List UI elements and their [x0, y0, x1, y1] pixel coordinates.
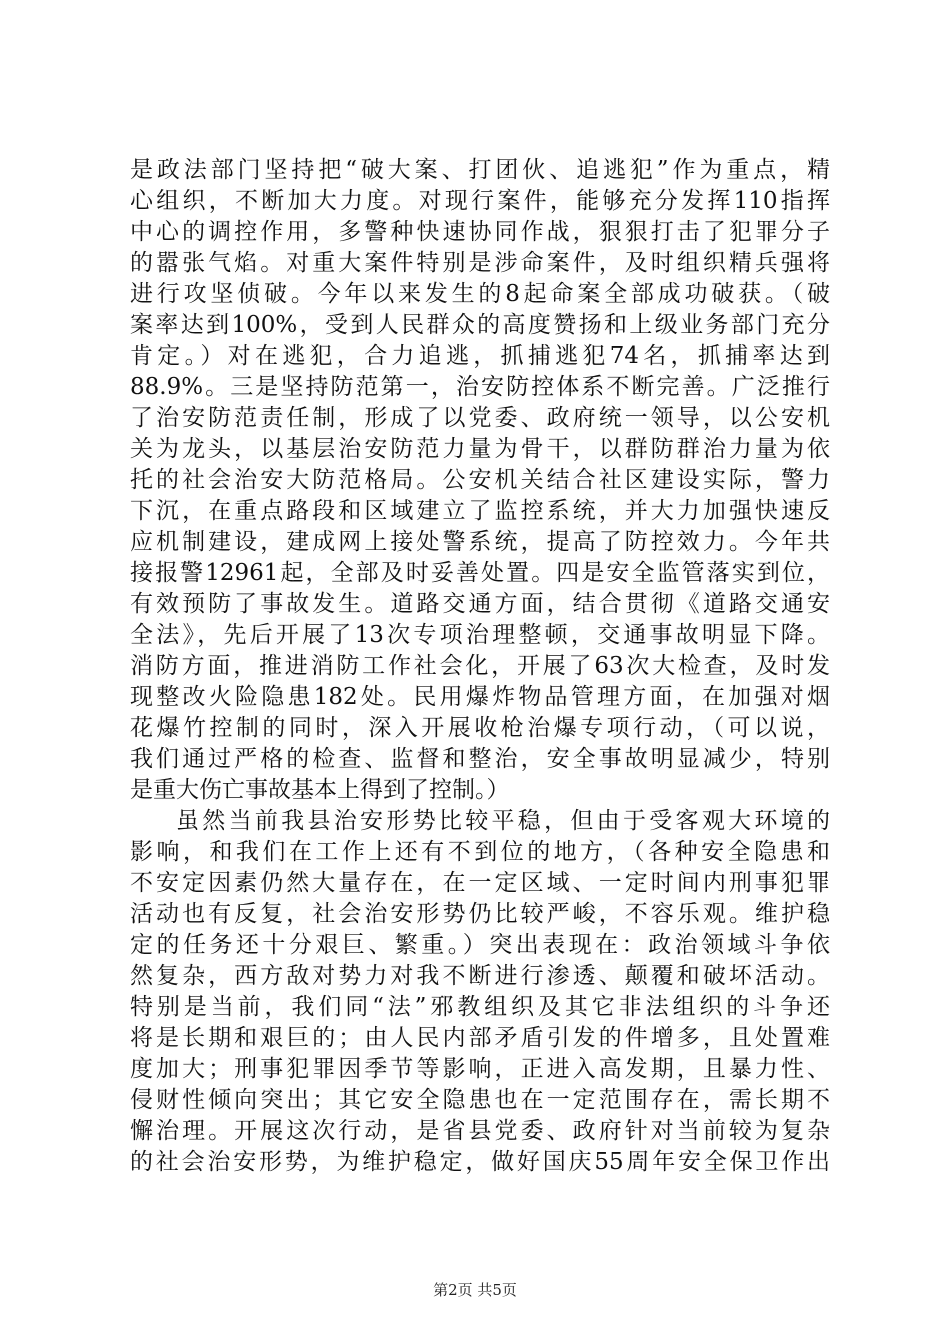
- text-line: 然复杂，西方敌对势力对我不断进行渗透、颠覆和破坏活动。: [130, 963, 830, 989]
- text-line: 是政法部门坚持把“破大案、打团伙、追逃犯”作为重点，精: [130, 157, 830, 183]
- text-line: 虽然当前我县治安形势比较平稳，但由于受客观大环境的: [176, 808, 830, 834]
- text-line: 现整改火险隐患182处。民用爆炸物品管理方面，在加强对烟: [130, 684, 830, 710]
- text-line: 定的任务还十分艰巨、繁重。）突出表现在：政治领域斗争依: [130, 932, 830, 958]
- text-line: 花爆竹控制的同时，深入开展收枪治爆专项行动，（可以说，: [130, 715, 830, 741]
- text-line: 侵财性倾向突出；其它安全隐患也在一定范围存在，需长期不: [130, 1087, 830, 1113]
- text-line: 全法》，先后开展了13次专项治理整顿，交通事故明显下降。: [130, 622, 830, 648]
- text-line: 心组织，不断加大力度。对现行案件，能够充分发挥110指挥: [130, 188, 830, 214]
- text-line: 是重大伤亡事故基本上得到了控制。）: [130, 777, 510, 803]
- text-line: 消防方面，推进消防工作社会化，开展了63次大检查，及时发: [130, 653, 830, 679]
- text-line: 活动也有反复，社会治安形势仍比较严峻，不容乐观。维护稳: [130, 901, 830, 927]
- text-line: 特别是当前，我们同“法”邪教组织及其它非法组织的斗争还: [130, 994, 830, 1020]
- text-line: 肯定。）对在逃犯，合力追逃，抓捕逃犯74名，抓捕率达到: [130, 343, 830, 369]
- text-line: 影响，和我们在工作上还有不到位的地方，（各种安全隐患和: [130, 839, 830, 865]
- text-line: 有效预防了事故发生。道路交通方面，结合贯彻《道路交通安: [130, 591, 830, 617]
- text-line: 不安定因素仍然大量存在，在一定区域、一定时间内刑事犯罪: [130, 870, 830, 896]
- text-line: 应机制建设，建成网上接处警系统，提高了防控效力。今年共: [130, 529, 830, 555]
- text-line: 关为龙头，以基层治安防范力量为骨干，以群防群治力量为依: [130, 436, 830, 462]
- document-body: [130, 155, 830, 1178]
- page-footer: 第2页 共5页: [433, 1281, 517, 1299]
- text-line: 度加大；刑事犯罪因季节等影响，正进入高发期，且暴力性、: [130, 1056, 830, 1082]
- text-line: 的社会治安形势，为维护稳定，做好国庆55周年安全保卫作出: [130, 1149, 830, 1175]
- text-line: 案率达到100%，受到人民群众的高度赞扬和上级业务部门充分: [130, 312, 830, 338]
- text-line: 了治安防范责任制，形成了以党委、政府统一领导，以公安机: [130, 405, 830, 431]
- text-line: 88.9%。三是坚持防范第一，治安防控体系不断完善。广泛推行: [130, 374, 830, 400]
- paragraph-2: [130, 806, 830, 1178]
- text-line: 中心的调控作用，多警种快速协同作战，狠狠打击了犯罪分子: [130, 219, 830, 245]
- text-line: 托的社会治安大防范格局。公安机关结合社区建设实际，警力: [130, 467, 830, 493]
- text-line: 将是长期和艰巨的；由人民内部矛盾引发的件增多，且处置难: [130, 1025, 830, 1051]
- text-line: 进行攻坚侦破。今年以来发生的8起命案全部成功破获。（破: [130, 281, 830, 307]
- text-line: 的嚣张气焰。对重大案件特别是涉命案件，及时组织精兵强将: [130, 250, 830, 276]
- text-line: 下沉，在重点路段和区域建立了监控系统，并大力加强快速反: [130, 498, 830, 524]
- text-line: 懈治理。开展这次行动，是省县党委、政府针对当前较为复杂: [130, 1118, 830, 1144]
- paragraph-1: [130, 155, 830, 806]
- text-line: 我们通过严格的检查、监督和整治，安全事故明显减少，特别: [130, 746, 830, 772]
- text-line: 接报警12961起，全部及时妥善处置。四是安全监管落实到位，: [130, 560, 830, 586]
